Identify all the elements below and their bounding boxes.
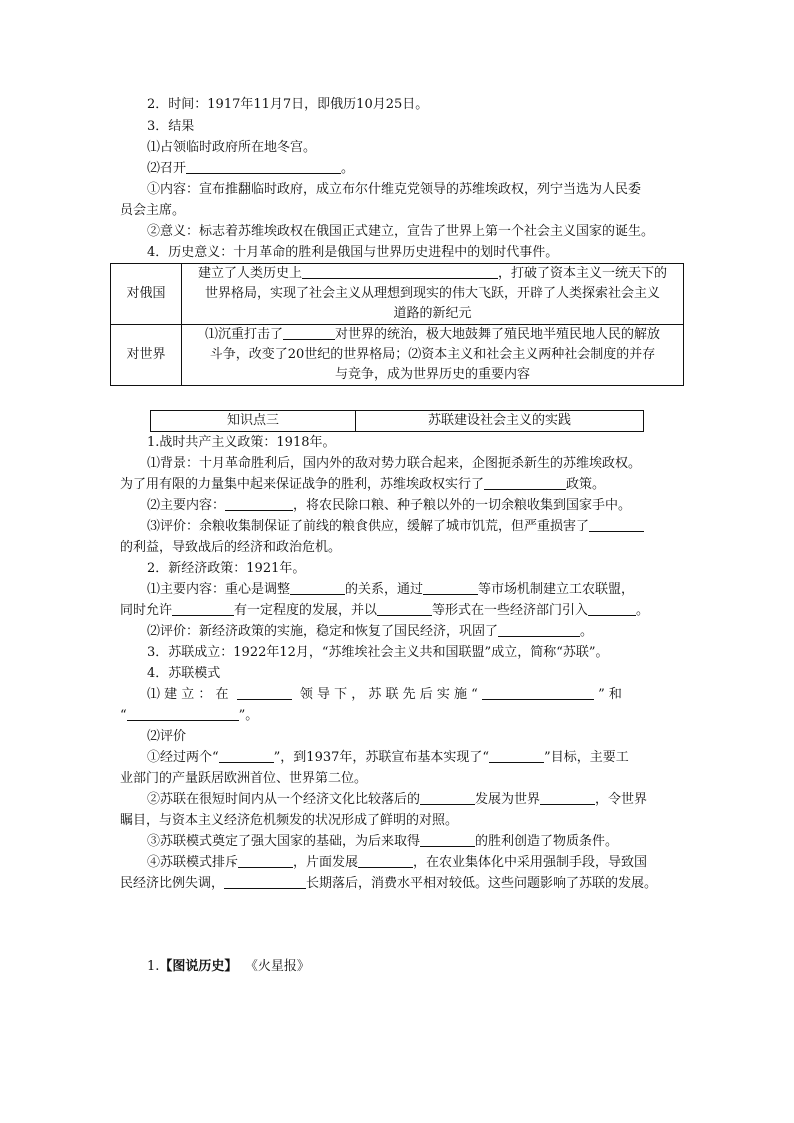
line-text: 领 导 下 ， 苏 联 先 后 实 施 “ xyxy=(299,687,478,702)
cell-text: 道路的新纪元 xyxy=(393,306,472,321)
kp-label: 知识点三 xyxy=(151,411,356,432)
blank xyxy=(224,874,306,889)
blank xyxy=(237,685,292,700)
line-text: 民经济比例失调， xyxy=(120,876,225,891)
row-label-russia: 对俄国 xyxy=(111,264,182,325)
blank xyxy=(377,601,432,616)
evaluation-3 xyxy=(147,832,618,852)
line-text: ⑶评价：余粮收集制保证了前线的粮食供应，缓解了城市饥荒，但严重损害了 xyxy=(147,519,590,534)
line-text: ⑵评价：新经济政策的实施，稳定和恢复了国民经济，巩固了 xyxy=(147,624,499,639)
item-time: 2．时间：1917年11月7日，即俄历10月25日。 xyxy=(147,97,429,112)
nep-content-line2 xyxy=(120,601,649,621)
blank xyxy=(302,264,498,279)
war-communism-background-line1: ⑴背景：十月革命胜利后，国内外的敌对势力联合起来，企图扼杀新生的苏维埃政权。 xyxy=(147,456,642,471)
line-text: ⑵主要内容： xyxy=(147,498,226,513)
line-text: 等市场机制建立工农联盟， xyxy=(478,582,635,597)
line-text: 。 xyxy=(580,624,594,639)
line-text: ④苏联模式排斥 xyxy=(147,855,239,870)
blank xyxy=(172,601,234,616)
line-text: 发展为世界 xyxy=(475,792,541,807)
blank xyxy=(489,748,544,763)
line-text: ，片面发展 xyxy=(293,855,359,870)
line-text: 长期落后，消费水平相对较低。这些问题影响了苏联的发展。 xyxy=(306,876,658,891)
blank xyxy=(420,832,475,847)
line-text: ” 和 xyxy=(598,687,622,702)
blank xyxy=(238,853,293,868)
nep-heading: 2．新经济政策：1921年。 xyxy=(147,561,306,576)
result-significance: ②意义：标志着苏维埃政权在俄国正式建立，宣告了世界上第一个社会主义国家的诞生。 xyxy=(147,224,655,239)
line-text: ，在农业集体化中采用强制手段，导致国 xyxy=(413,855,648,870)
line-text: ”目标，主要工 xyxy=(544,750,629,765)
result-1: ⑴占领临时政府所在地冬宫。 xyxy=(147,140,317,155)
result-content-line1: ①内容：宣布推翻临时政府，成立布尔什维克党领导的苏维埃政权，列宁当选为人民委 xyxy=(147,182,642,197)
line-text: ②苏联在很短时间内从一个经济文化比较落后的 xyxy=(147,792,421,807)
line-text: ，令世界 xyxy=(595,792,648,807)
result-content-line2: 员会主席。 xyxy=(120,203,186,218)
blank xyxy=(588,601,636,616)
evaluation-1-line1 xyxy=(147,748,629,768)
item-number: 1. xyxy=(147,959,160,974)
blank xyxy=(219,748,274,763)
line-text: 的胜利创造了物质条件。 xyxy=(475,834,619,849)
war-communism-evaluation-line2: 的利益，导致战后的经济和政治危机。 xyxy=(120,540,342,555)
blank xyxy=(482,685,594,700)
soviet-model-establishment-line2 xyxy=(120,706,258,726)
table-row xyxy=(151,411,644,432)
blank xyxy=(186,159,341,174)
cell-text: 与竞争，成为世界历史的重要内容 xyxy=(334,367,530,382)
cell-text: ，打破了资本主义一统天下的 xyxy=(498,266,668,281)
picture-history-tag: 【图说历史】 xyxy=(159,959,238,974)
blank xyxy=(420,790,475,805)
evaluation-4-line1 xyxy=(147,853,647,873)
cell-text: 世界格局，实现了社会主义从理想到现实的伟大飞跃，开辟了人类探索社会主义 xyxy=(204,286,660,301)
war-communism-background-line2 xyxy=(120,475,605,495)
line-text: 的关系，通过 xyxy=(345,582,424,597)
line-text: ⑴主要内容：重心是调整 xyxy=(147,582,291,597)
blank xyxy=(127,706,239,721)
line-text: ”。 xyxy=(238,708,259,723)
war-communism-content xyxy=(147,496,631,516)
line-text: 为了用有限的力量集中起来保证战争的胜利，苏维埃政权实行了 xyxy=(120,477,485,492)
soviet-model-establishment-line1 xyxy=(147,685,674,705)
blank xyxy=(498,622,580,637)
item-result-heading: 3．结果 xyxy=(147,119,195,134)
war-communism-heading: 1.战时共产主义政策：1918年。 xyxy=(147,435,336,450)
ussr-founding: 3．苏联成立：1922年12月，“苏维埃社会主义共和国联盟”成立，简称“苏联”。 xyxy=(147,645,609,660)
line-text: ①经过两个“ xyxy=(147,750,219,765)
soviet-model-evaluation-heading: ⑵评价 xyxy=(147,729,187,744)
cell-text: 建立了人类历史上 xyxy=(197,266,302,281)
line-text: 等形式在一些经济部门引入 xyxy=(432,603,589,618)
line-text: ③苏联模式奠定了强大国家的基础，为后来取得 xyxy=(147,834,421,849)
line-text: “ xyxy=(120,708,127,723)
result-2-text: ⑵召开 xyxy=(147,161,187,176)
item-historical-significance: 4．历史意义：十月革命的胜利是俄国与世界历史进程中的划时代事件。 xyxy=(147,245,559,260)
line-text: ⑴ 建 立 ： 在 xyxy=(147,687,229,702)
table-row xyxy=(111,264,684,325)
line-text: 政策。 xyxy=(566,477,606,492)
kp-title: 苏联建设社会主义的实践 xyxy=(356,411,644,432)
line-text: 有一定程度的发展，并以 xyxy=(234,603,378,618)
significance-table xyxy=(110,263,684,386)
blank xyxy=(589,517,644,532)
blank xyxy=(484,475,566,490)
result-2 xyxy=(147,159,354,179)
evaluation-2-line2: 瞩目，与资本主义经济危机频发的状况形成了鲜明的对照。 xyxy=(120,813,459,828)
row-content-russia xyxy=(182,264,684,325)
soviet-model-heading: 4．苏联模式 xyxy=(147,666,221,681)
nep-content-line1 xyxy=(147,580,634,600)
result-2-end: 。 xyxy=(341,161,355,176)
evaluation-2-line1 xyxy=(147,790,647,810)
knowledge-point-header xyxy=(150,410,644,432)
picture-history-item xyxy=(147,957,310,977)
line-text: ”，到1937年，苏联宣布基本实现了“ xyxy=(273,750,490,765)
blank xyxy=(290,580,345,595)
war-communism-evaluation-line1 xyxy=(147,517,644,537)
blank xyxy=(423,580,478,595)
evaluation-4-line2 xyxy=(120,874,657,894)
row-content-world xyxy=(182,325,684,386)
cell-text: 对世界的统治，极大地鼓舞了殖民地半殖民地人民的解放 xyxy=(335,327,661,342)
blank xyxy=(540,790,595,805)
line-text: 同时允许 xyxy=(120,603,173,618)
nep-evaluation xyxy=(147,622,593,642)
line-text: ，将农民除口粮、种子粮以外的一切余粮收集到国家手中。 xyxy=(293,498,632,513)
evaluation-1-line2: 业部门的产量跃居欧洲首位、世界第二位。 xyxy=(120,771,368,786)
table-row xyxy=(111,325,684,386)
cell-text: ⑴沉重打击了 xyxy=(204,327,283,342)
blank xyxy=(225,496,293,511)
cell-text: 斗争，改变了20世纪的世界格局；⑵资本主义和社会主义两种社会制度的并存 xyxy=(209,347,656,362)
blank xyxy=(283,325,335,340)
blank xyxy=(358,853,413,868)
row-label-world: 对世界 xyxy=(111,325,182,386)
newspaper-title: 《火星报》 xyxy=(251,959,310,974)
line-text: 。 xyxy=(636,603,650,618)
